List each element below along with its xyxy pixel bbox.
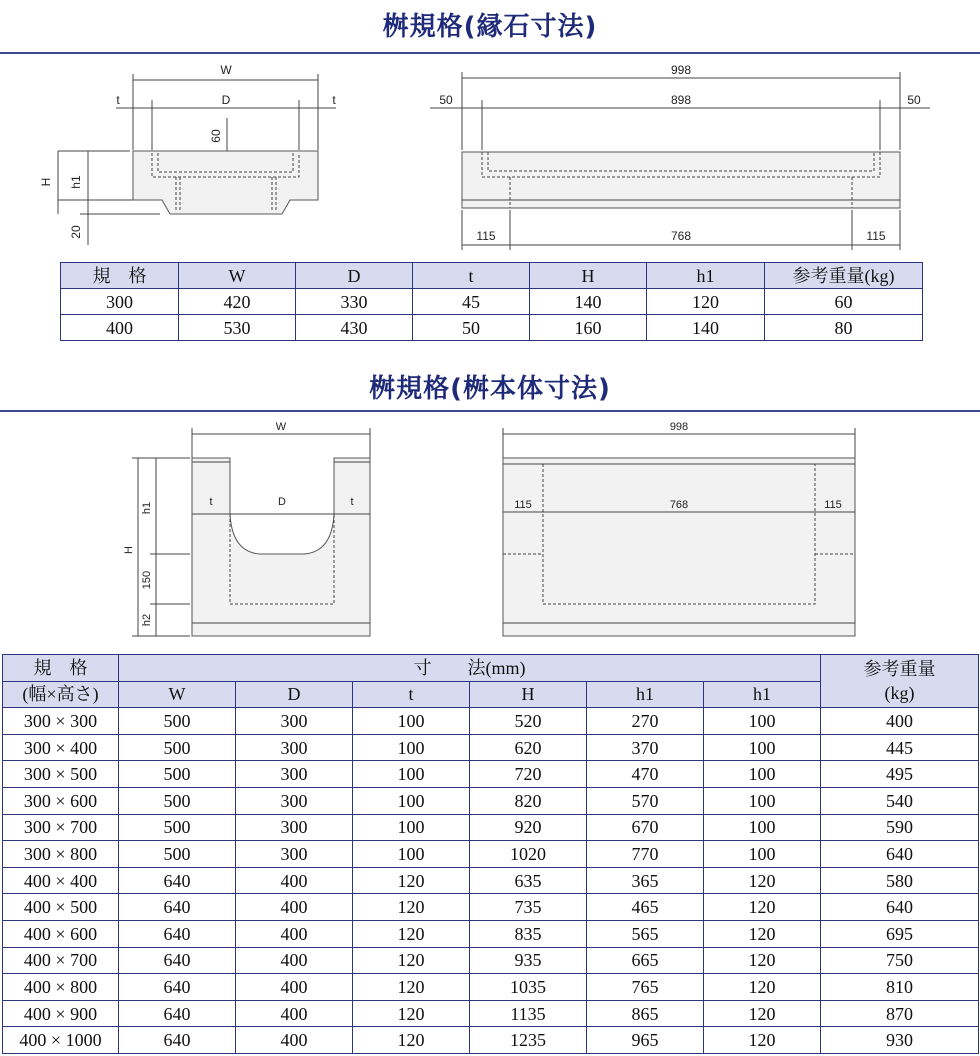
table-cell: 935 <box>470 947 587 974</box>
col-header-D: D <box>296 263 413 289</box>
table-cell: 400 <box>236 974 353 1001</box>
table-cell: 100 <box>704 787 821 814</box>
table-cell: 640 <box>119 1000 236 1027</box>
table-header-row <box>3 655 979 682</box>
s2-left-H-label: H <box>123 546 135 554</box>
col-header-t: t <box>413 263 530 289</box>
table-row <box>3 1027 979 1054</box>
s1-right-50-left-label: 50 <box>439 93 453 107</box>
col-header-h1: h1 <box>587 681 704 708</box>
s2-right-115-left-label: 115 <box>514 499 532 511</box>
table-cell: 520 <box>470 708 587 735</box>
table-cell: 140 <box>530 289 647 315</box>
table-cell: 1135 <box>470 1000 587 1027</box>
table-row <box>3 1000 979 1027</box>
section2-title: 桝規格(桝本体寸法) <box>369 374 611 404</box>
col-header-t: t <box>353 681 470 708</box>
table-cell: 120 <box>704 947 821 974</box>
table-cell: 495 <box>821 761 979 788</box>
table-cell: 400 <box>236 947 353 974</box>
table-cell: 100 <box>704 708 821 735</box>
table-cell: 500 <box>119 814 236 841</box>
table-cell: 735 <box>470 894 587 921</box>
section1-diagram-right <box>430 60 930 250</box>
table-cell: 400 <box>236 1000 353 1027</box>
row-spec-cell: 400 × 900 <box>3 1000 119 1027</box>
table-cell: 640 <box>119 947 236 974</box>
col-header-dimensions: 寸 法(mm) <box>119 655 821 682</box>
table-cell: 120 <box>353 894 470 921</box>
table-cell: 120 <box>353 974 470 1001</box>
table-cell: 80 <box>765 315 923 341</box>
s1-right-115-right-label: 115 <box>866 229 886 243</box>
table-cell: 500 <box>119 787 236 814</box>
table-cell: 330 <box>296 289 413 315</box>
table-cell: 100 <box>704 761 821 788</box>
table-row <box>3 814 979 841</box>
table-cell: 720 <box>470 761 587 788</box>
table-cell: 835 <box>470 920 587 947</box>
table-row <box>3 841 979 868</box>
table-cell: 100 <box>353 814 470 841</box>
table-cell: 865 <box>587 1000 704 1027</box>
s2-left-h1-label: h1 <box>141 501 153 515</box>
table-row <box>3 894 979 921</box>
s2-right-115-right-label: 115 <box>824 499 842 511</box>
table-cell: 100 <box>353 734 470 761</box>
row-spec-cell: 400 × 700 <box>3 947 119 974</box>
row-spec-cell: 400 × 400 <box>3 867 119 894</box>
table-cell: 640 <box>821 894 979 921</box>
table-cell: 920 <box>470 814 587 841</box>
s1-right-998-label: 998 <box>670 63 692 77</box>
col-header-spec-sub: (幅×高さ) <box>3 681 119 708</box>
s1-left-h1-label: h1 <box>69 175 83 189</box>
s1-right-768-label: 768 <box>670 229 692 243</box>
section1-table <box>60 262 923 341</box>
section1-rule <box>0 52 980 54</box>
s2-right-998-label: 998 <box>669 421 689 433</box>
table-cell: 465 <box>587 894 704 921</box>
table-cell: 300 <box>61 289 179 315</box>
row-spec-cell: 300 × 400 <box>3 734 119 761</box>
table-row <box>3 787 979 814</box>
table-cell: 750 <box>821 947 979 974</box>
col-header-W: W <box>119 681 236 708</box>
table-cell: 635 <box>470 867 587 894</box>
table-cell: 120 <box>353 947 470 974</box>
weight-unit: (kg) <box>884 683 915 704</box>
table-cell: 60 <box>765 289 923 315</box>
section1-title: 桝規格(縁石寸法) <box>382 12 598 42</box>
section1-diagram-left <box>30 60 350 250</box>
section2-table <box>2 654 979 1054</box>
table-cell: 500 <box>119 841 236 868</box>
s1-left-D-label: D <box>221 93 231 107</box>
table-cell: 580 <box>821 867 979 894</box>
table-cell: 100 <box>353 787 470 814</box>
table-cell: 300 <box>236 814 353 841</box>
table-row <box>3 708 979 735</box>
s1-right-50-right-label: 50 <box>907 93 921 107</box>
table-cell: 120 <box>353 920 470 947</box>
table-cell: 400 <box>236 867 353 894</box>
table-cell: 100 <box>353 761 470 788</box>
table-header-row <box>61 263 923 289</box>
col-header-spec: 規 格 <box>61 263 179 289</box>
row-spec-cell: 400 × 1000 <box>3 1027 119 1054</box>
s2-right-768-label: 768 <box>669 499 689 511</box>
table-cell: 300 <box>236 734 353 761</box>
table-cell: 300 <box>236 708 353 735</box>
s2-left-W-label: W <box>275 421 287 433</box>
table-cell: 500 <box>119 761 236 788</box>
table-cell: 120 <box>353 1027 470 1054</box>
table-cell: 120 <box>704 1000 821 1027</box>
table-cell: 50 <box>413 315 530 341</box>
s2-left-t-left-label: t <box>209 496 213 508</box>
col-header-h1-2: h1 <box>704 681 821 708</box>
table-cell: 100 <box>704 841 821 868</box>
s1-right-115-left-label: 115 <box>476 229 496 243</box>
table-cell: 1020 <box>470 841 587 868</box>
section2-diagram-right <box>495 418 865 644</box>
table-cell: 300 <box>236 761 353 788</box>
row-spec-cell: 300 × 300 <box>3 708 119 735</box>
table-cell: 120 <box>704 1027 821 1054</box>
s1-left-W-label: W <box>220 63 232 77</box>
table-cell: 665 <box>587 947 704 974</box>
table-cell: 820 <box>470 787 587 814</box>
table-cell: 570 <box>587 787 704 814</box>
s2-left-150-label: 150 <box>141 570 153 590</box>
table-cell: 120 <box>704 894 821 921</box>
table-cell: 400 <box>236 894 353 921</box>
table-cell: 965 <box>587 1027 704 1054</box>
s1-left-t-right-label: t <box>332 93 336 107</box>
table-cell: 370 <box>587 734 704 761</box>
table-row <box>3 734 979 761</box>
table-cell: 160 <box>530 315 647 341</box>
table-cell: 500 <box>119 734 236 761</box>
table-cell: 640 <box>119 1027 236 1054</box>
table-cell: 770 <box>587 841 704 868</box>
s2-left-h2-label: h2 <box>141 613 153 627</box>
table-cell: 120 <box>353 1000 470 1027</box>
table-cell: 300 <box>236 841 353 868</box>
col-header-h1: h1 <box>647 263 765 289</box>
table-row <box>3 867 979 894</box>
table-cell: 400 <box>236 1027 353 1054</box>
table-cell: 140 <box>647 315 765 341</box>
table-row <box>3 761 979 788</box>
table-cell: 120 <box>704 920 821 947</box>
table-cell: 670 <box>587 814 704 841</box>
row-spec-cell: 300 × 600 <box>3 787 119 814</box>
s1-left-t-left-label: t <box>116 93 120 107</box>
table-row <box>3 947 979 974</box>
table-cell: 400 <box>236 920 353 947</box>
col-header-H: H <box>530 263 647 289</box>
table-cell: 445 <box>821 734 979 761</box>
table-cell: 620 <box>470 734 587 761</box>
table-cell: 300 <box>236 787 353 814</box>
table-cell: 640 <box>119 974 236 1001</box>
s1-left-60-label: 60 <box>209 129 223 143</box>
s1-right-898-label: 898 <box>670 93 692 107</box>
table-cell: 640 <box>821 841 979 868</box>
table-cell: 870 <box>821 1000 979 1027</box>
table-cell: 1235 <box>470 1027 587 1054</box>
table-cell: 590 <box>821 814 979 841</box>
table-cell: 120 <box>647 289 765 315</box>
table-cell: 1035 <box>470 974 587 1001</box>
s1-left-20-label: 20 <box>69 225 83 239</box>
col-header-H: H <box>470 681 587 708</box>
table-cell: 540 <box>821 787 979 814</box>
row-spec-cell: 300 × 800 <box>3 841 119 868</box>
table-cell: 420 <box>179 289 296 315</box>
table-cell: 100 <box>353 708 470 735</box>
section2-diagram-left <box>110 418 390 644</box>
table-row <box>61 315 923 341</box>
table-cell: 430 <box>296 315 413 341</box>
table-cell: 695 <box>821 920 979 947</box>
table-cell: 365 <box>587 867 704 894</box>
row-spec-cell: 400 × 500 <box>3 894 119 921</box>
row-spec-cell: 300 × 700 <box>3 814 119 841</box>
table-cell: 810 <box>821 974 979 1001</box>
s2-left-D-label: D <box>278 496 286 508</box>
table-row <box>3 920 979 947</box>
table-cell: 120 <box>704 974 821 1001</box>
table-row <box>61 289 923 315</box>
table-cell: 100 <box>353 841 470 868</box>
col-header-W: W <box>179 263 296 289</box>
table-cell: 120 <box>704 867 821 894</box>
table-cell: 270 <box>587 708 704 735</box>
col-header-spec: 規 格 <box>3 655 119 682</box>
table-cell: 930 <box>821 1027 979 1054</box>
table-cell: 765 <box>587 974 704 1001</box>
table-cell: 120 <box>353 867 470 894</box>
col-header-weight <box>821 655 979 708</box>
table-cell: 640 <box>119 867 236 894</box>
table-cell: 100 <box>704 734 821 761</box>
table-cell: 640 <box>119 894 236 921</box>
s1-left-H-label: H <box>39 177 53 187</box>
row-spec-cell: 300 × 500 <box>3 761 119 788</box>
table-cell: 45 <box>413 289 530 315</box>
table-cell: 470 <box>587 761 704 788</box>
table-cell: 400 <box>821 708 979 735</box>
table-cell: 500 <box>119 708 236 735</box>
col-header-weight: 参考重量(kg) <box>765 263 923 289</box>
table-row <box>3 974 979 1001</box>
weight-label: 参考重量 <box>863 659 936 680</box>
table-cell: 400 <box>61 315 179 341</box>
row-spec-cell: 400 × 800 <box>3 974 119 1001</box>
section2-rule <box>0 410 980 412</box>
table-cell: 640 <box>119 920 236 947</box>
col-header-D: D <box>236 681 353 708</box>
s2-left-t-right-label: t <box>350 496 354 508</box>
table-cell: 100 <box>704 814 821 841</box>
table-cell: 565 <box>587 920 704 947</box>
table-cell: 530 <box>179 315 296 341</box>
row-spec-cell: 400 × 600 <box>3 920 119 947</box>
